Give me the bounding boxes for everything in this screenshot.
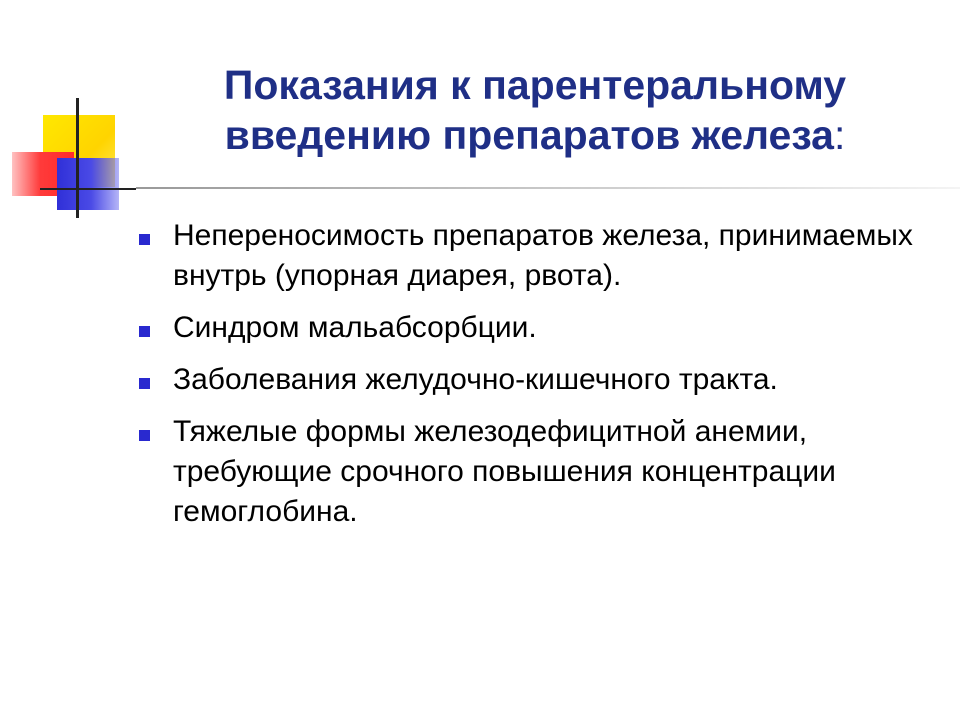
square-bullet-icon bbox=[139, 234, 150, 245]
list-item bbox=[135, 360, 935, 400]
blue-square bbox=[57, 158, 119, 210]
horizontal-line bbox=[40, 188, 136, 190]
title-separator-line bbox=[136, 187, 960, 189]
slide-title-text: Показания к парентеральному введению препаратов железа bbox=[223, 62, 847, 158]
list-item-text: Синдром мальабсорбции. bbox=[173, 311, 537, 344]
list-item bbox=[135, 308, 935, 348]
slide-title bbox=[130, 60, 940, 160]
decorative-squares bbox=[0, 0, 140, 220]
list-item-text: Непереносимость препаратов железа, принимаемых внутрь (упорная диарея, рвота). bbox=[173, 219, 913, 292]
list-item-text: Тяжелые формы железодефицитной анемии, требующие срочного повышения концентрации гемоглобина. bbox=[173, 415, 836, 528]
square-bullet-icon bbox=[139, 430, 150, 441]
slide-title-colon: : bbox=[833, 112, 846, 158]
vertical-line bbox=[76, 98, 79, 218]
list-item bbox=[135, 216, 935, 296]
list-item-text: Заболевания желудочно-кишечного тракта. bbox=[173, 363, 778, 396]
square-bullet-icon bbox=[139, 378, 150, 389]
square-bullet-icon bbox=[139, 326, 150, 337]
list-item bbox=[135, 412, 935, 532]
bullet-list bbox=[135, 216, 935, 544]
